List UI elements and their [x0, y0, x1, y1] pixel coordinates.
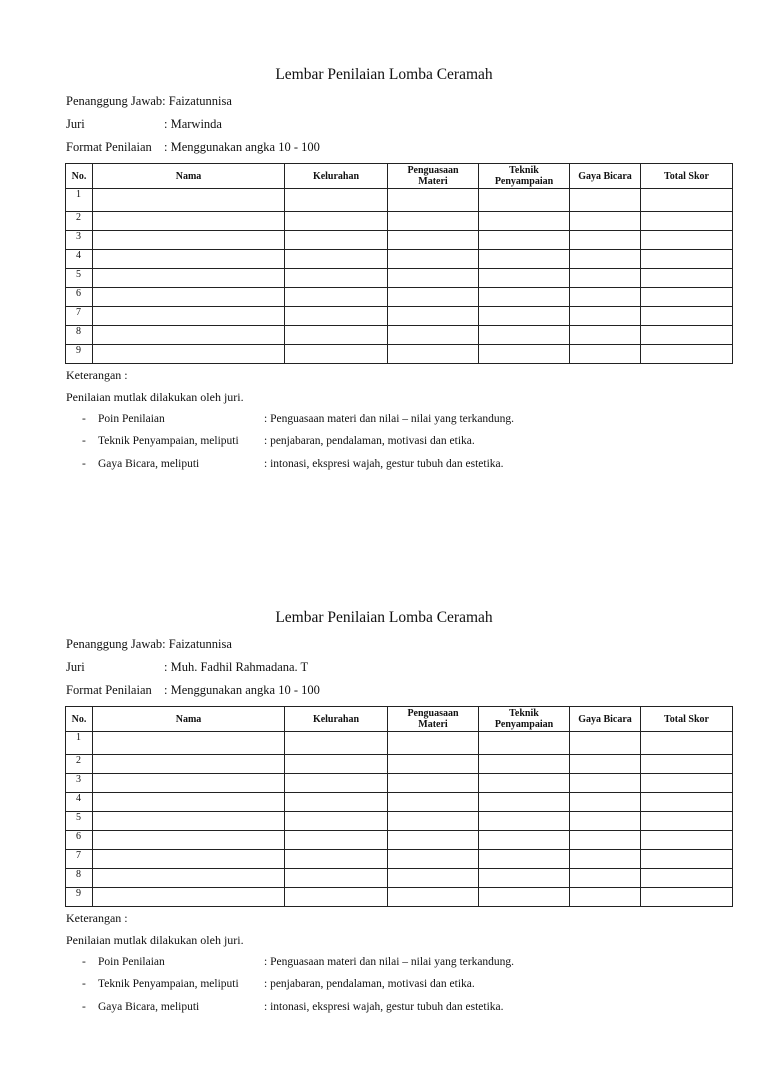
table-cell [641, 774, 733, 793]
table-cell [388, 231, 479, 250]
table-cell [641, 269, 733, 288]
table-row [66, 812, 733, 831]
table-cell [285, 812, 388, 831]
row-number: 3 [66, 231, 93, 250]
table-cell [285, 269, 388, 288]
table-cell [388, 288, 479, 307]
assessment-sheet-2 [0, 543, 768, 1083]
table-cell [388, 812, 479, 831]
header-teknik-penyampaian [479, 164, 570, 189]
penanggung-jawab-label: Penanggung Jawab [66, 94, 163, 108]
table-row [66, 212, 733, 231]
table-cell [285, 307, 388, 326]
table-cell [570, 250, 641, 269]
table-cell [93, 869, 285, 888]
keterangan-heading: Keterangan : [66, 368, 128, 382]
header-kelurahan: Kelurahan [285, 164, 388, 189]
criteria-label: Gaya Bicara, meliputi [98, 1001, 200, 1013]
criteria-label: Teknik Penyampaian, meliputi [98, 435, 239, 447]
bullet-dash: - [82, 458, 86, 470]
criteria-item [82, 1001, 504, 1013]
table-cell [570, 345, 641, 364]
table-cell [285, 755, 388, 774]
format-row [66, 683, 320, 698]
penanggung-jawab-row [66, 94, 232, 109]
table-cell [285, 774, 388, 793]
table-cell [93, 250, 285, 269]
juri-value: : Muh. Fadhil Rahmadana. T [164, 660, 309, 674]
table-cell [570, 269, 641, 288]
table-cell [641, 345, 733, 364]
table-cell [93, 231, 285, 250]
row-number: 2 [66, 755, 93, 774]
table-cell [388, 831, 479, 850]
penanggung-jawab-row [66, 637, 232, 652]
row-number: 3 [66, 774, 93, 793]
table-cell [479, 850, 570, 869]
table-cell [570, 755, 641, 774]
table-cell [479, 212, 570, 231]
format-value: : Menggunakan angka 10 - 100 [164, 140, 320, 154]
juri-label: Juri [66, 660, 85, 674]
header-nama: Nama [93, 707, 285, 732]
table-cell [570, 231, 641, 250]
criteria-item [82, 956, 514, 968]
table-cell [570, 212, 641, 231]
header-gaya-bicara: Gaya Bicara [570, 707, 641, 732]
table-row [66, 231, 733, 250]
table-cell [641, 307, 733, 326]
header-gaya-bicara: Gaya Bicara [570, 164, 641, 189]
table-cell [641, 850, 733, 869]
header-penguasaan-materi [388, 707, 479, 732]
row-number: 7 [66, 850, 93, 869]
table-row [66, 189, 733, 212]
table-cell [641, 288, 733, 307]
row-number: 4 [66, 793, 93, 812]
header-total-skor: Total Skor [641, 707, 733, 732]
criteria-value: : Penguasaan materi dan nilai – nilai yang terkandung. [264, 956, 515, 968]
table-row [66, 345, 733, 364]
table-cell [93, 189, 285, 212]
table-cell [388, 307, 479, 326]
format-value: : Menggunakan angka 10 - 100 [164, 683, 320, 697]
row-number: 8 [66, 869, 93, 888]
bullet-dash: - [82, 1001, 86, 1013]
row-number: 2 [66, 212, 93, 231]
sheet-title: Lembar Penilaian Lomba Ceramah [275, 609, 493, 626]
table-cell [479, 831, 570, 850]
table-cell [93, 212, 285, 231]
header-teknik-line2: Penyampaian [494, 719, 554, 730]
header-no: No. [66, 164, 93, 189]
table-row [66, 831, 733, 850]
header-total-skor: Total Skor [641, 164, 733, 189]
header-nama: Nama [93, 164, 285, 189]
criteria-label: Poin Penilaian [98, 413, 165, 425]
table-row [66, 888, 733, 907]
table-cell [93, 831, 285, 850]
row-number: 1 [66, 732, 93, 755]
table-cell [570, 732, 641, 755]
header-penguasaan-line1: Penguasaan [407, 165, 459, 176]
table-row [66, 288, 733, 307]
table-cell [479, 326, 570, 345]
table-cell [388, 888, 479, 907]
table-cell [93, 307, 285, 326]
table-cell [388, 755, 479, 774]
table-row [66, 732, 733, 755]
row-number: 6 [66, 831, 93, 850]
table-cell [570, 307, 641, 326]
table-cell [93, 812, 285, 831]
table-cell [570, 869, 641, 888]
juri-row [66, 660, 308, 675]
table-cell [388, 850, 479, 869]
table-cell [641, 793, 733, 812]
table-cell [93, 269, 285, 288]
table-row [66, 869, 733, 888]
table-cell [570, 888, 641, 907]
penanggung-jawab-value: : Faizatunnisa [162, 637, 232, 651]
table-cell [93, 755, 285, 774]
penilaian-note: Penilaian mutlak dilakukan oleh juri. [66, 933, 244, 947]
table-cell [479, 774, 570, 793]
table-header-row [66, 707, 733, 732]
table-cell [570, 774, 641, 793]
table-cell [641, 831, 733, 850]
table-cell [641, 231, 733, 250]
table-header-row [66, 164, 733, 189]
sheet-title: Lembar Penilaian Lomba Ceramah [275, 66, 493, 83]
table-cell [93, 793, 285, 812]
table-cell [641, 189, 733, 212]
juri-row [66, 117, 222, 132]
table-cell [570, 793, 641, 812]
table-cell [479, 189, 570, 212]
table-cell [285, 231, 388, 250]
table-row [66, 850, 733, 869]
format-label: Format Penilaian [66, 140, 152, 154]
table-cell [93, 345, 285, 364]
table-cell [570, 288, 641, 307]
table-cell [479, 888, 570, 907]
table-cell [285, 831, 388, 850]
table-cell [479, 345, 570, 364]
bullet-dash: - [82, 435, 86, 447]
keterangan-heading: Keterangan : [66, 911, 128, 925]
juri-value: : Marwinda [164, 117, 222, 131]
table-cell [479, 250, 570, 269]
row-number: 5 [66, 812, 93, 831]
juri-label: Juri [66, 117, 85, 131]
table-cell [479, 793, 570, 812]
header-no: No. [66, 707, 93, 732]
header-teknik-line1: Teknik [509, 708, 539, 719]
table-cell [285, 888, 388, 907]
criteria-item [82, 435, 475, 447]
header-teknik-penyampaian [479, 707, 570, 732]
score-table [65, 163, 733, 364]
table-cell [388, 732, 479, 755]
table-row [66, 269, 733, 288]
header-penguasaan-line2: Materi [418, 176, 448, 187]
row-number: 1 [66, 189, 93, 212]
table-cell [93, 774, 285, 793]
penilaian-note: Penilaian mutlak dilakukan oleh juri. [66, 390, 244, 404]
table-cell [570, 850, 641, 869]
table-cell [641, 212, 733, 231]
criteria-value: : penjabaran, pendalaman, motivasi dan etika. [264, 435, 475, 447]
table-cell [479, 732, 570, 755]
header-teknik-line1: Teknik [509, 165, 539, 176]
table-cell [641, 250, 733, 269]
table-cell [388, 774, 479, 793]
table-cell [93, 288, 285, 307]
criteria-label: Gaya Bicara, meliputi [98, 458, 200, 470]
table-row [66, 774, 733, 793]
table-cell [388, 326, 479, 345]
criteria-label: Teknik Penyampaian, meliputi [98, 978, 239, 990]
header-penguasaan-materi [388, 164, 479, 189]
penanggung-jawab-label: Penanggung Jawab [66, 637, 163, 651]
table-cell [285, 212, 388, 231]
table-cell [479, 307, 570, 326]
table-cell [388, 345, 479, 364]
row-number: 7 [66, 307, 93, 326]
bullet-dash: - [82, 413, 86, 425]
header-penguasaan-line2: Materi [418, 719, 448, 730]
table-row [66, 250, 733, 269]
row-number: 9 [66, 345, 93, 364]
table-cell [479, 755, 570, 774]
table-row [66, 307, 733, 326]
table-cell [285, 326, 388, 345]
table-cell [285, 850, 388, 869]
table-row [66, 755, 733, 774]
table-cell [479, 269, 570, 288]
assessment-sheet-1 [0, 0, 768, 540]
table-cell [570, 831, 641, 850]
header-kelurahan: Kelurahan [285, 707, 388, 732]
table-cell [641, 326, 733, 345]
criteria-item [82, 458, 504, 470]
table-cell [285, 189, 388, 212]
criteria-value: : intonasi, ekspresi wajah, gestur tubuh dan estetika. [264, 458, 504, 470]
table-cell [388, 793, 479, 812]
criteria-label: Poin Penilaian [98, 956, 165, 968]
row-number: 6 [66, 288, 93, 307]
table-cell [388, 250, 479, 269]
criteria-item [82, 413, 514, 425]
table-cell [641, 812, 733, 831]
row-number: 9 [66, 888, 93, 907]
table-cell [285, 869, 388, 888]
table-cell [388, 189, 479, 212]
table-cell [479, 288, 570, 307]
bullet-dash: - [82, 978, 86, 990]
format-row [66, 140, 320, 155]
bullet-dash: - [82, 956, 86, 968]
table-cell [93, 850, 285, 869]
table-cell [479, 231, 570, 250]
table-cell [285, 288, 388, 307]
table-cell [641, 755, 733, 774]
table-row [66, 793, 733, 812]
table-cell [641, 732, 733, 755]
criteria-value: : Penguasaan materi dan nilai – nilai yang terkandung. [264, 413, 515, 425]
header-penguasaan-line1: Penguasaan [407, 708, 459, 719]
table-cell [479, 869, 570, 888]
table-cell [388, 269, 479, 288]
format-label: Format Penilaian [66, 683, 152, 697]
table-cell [285, 250, 388, 269]
row-number: 8 [66, 326, 93, 345]
table-cell [93, 888, 285, 907]
table-cell [570, 812, 641, 831]
table-cell [285, 345, 388, 364]
criteria-value: : intonasi, ekspresi wajah, gestur tubuh dan estetika. [264, 1001, 504, 1013]
table-cell [641, 888, 733, 907]
criteria-value: : penjabaran, pendalaman, motivasi dan etika. [264, 978, 475, 990]
row-number: 5 [66, 269, 93, 288]
header-teknik-line2: Penyampaian [494, 176, 554, 187]
criteria-item [82, 978, 475, 990]
table-cell [570, 326, 641, 345]
table-cell [641, 869, 733, 888]
table-cell [570, 189, 641, 212]
table-cell [93, 326, 285, 345]
table-row [66, 326, 733, 345]
table-cell [285, 732, 388, 755]
row-number: 4 [66, 250, 93, 269]
table-cell [479, 812, 570, 831]
penanggung-jawab-value: : Faizatunnisa [162, 94, 232, 108]
table-cell [388, 869, 479, 888]
table-cell [93, 732, 285, 755]
table-cell [388, 212, 479, 231]
table-cell [285, 793, 388, 812]
score-table [65, 706, 733, 907]
